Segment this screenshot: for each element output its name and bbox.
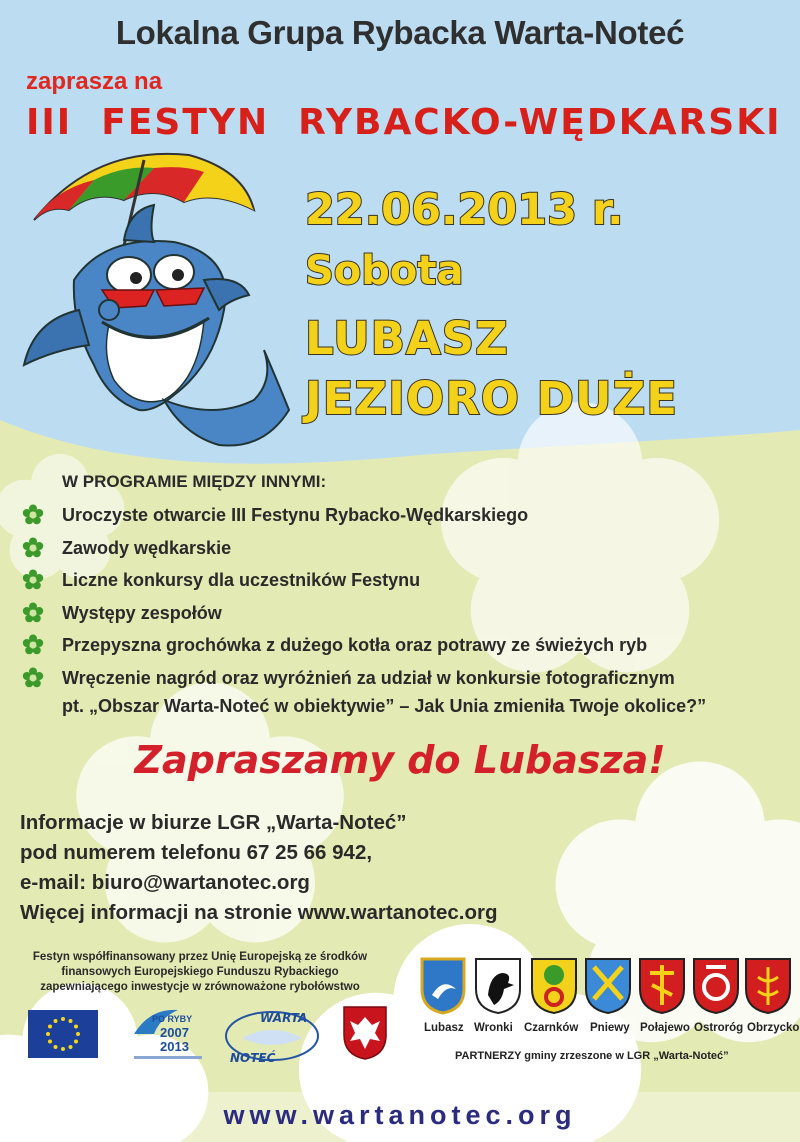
program-item-text: Wręczenie nagród oraz wyróżnień za udział w konkursie fotograficznym xyxy=(62,667,675,688)
funding-line: finansowych Europejskiego Funduszu Rybackiego xyxy=(61,966,339,978)
program-item xyxy=(20,630,790,663)
event-title: III FESTYN RYBACKO-WĘDKARSKI xyxy=(26,102,782,143)
flower-bullet-icon xyxy=(22,569,44,591)
po-ryby-logo xyxy=(130,1004,206,1064)
funding-line: Festyn współfinansowany przez Unię Europejską ze środków xyxy=(32,951,368,963)
partner-name: Ostroróg xyxy=(694,1022,744,1034)
partner-name: Obrzycko xyxy=(747,1022,800,1034)
flower-bullet-icon xyxy=(22,537,44,559)
contact-line-email: e-mail: biuro@wartanotec.org xyxy=(20,871,310,894)
organizer-title: Lokalna Grupa Rybacka Warta-Noteć xyxy=(115,14,685,51)
polajewo-crest xyxy=(640,959,684,1013)
flower-bullet-icon xyxy=(22,504,44,526)
event-place: LUBASZ xyxy=(305,312,509,365)
funding-note xyxy=(4,950,396,995)
ostrorog-crest xyxy=(694,959,738,1013)
partner-name: Lubasz xyxy=(424,1022,464,1034)
wielkopolska-eagle-crest xyxy=(342,1005,388,1061)
flower-bullet-icon xyxy=(22,602,44,624)
partner-name: Pniewy xyxy=(590,1022,630,1034)
program-item-text: Przepyszna grochówka z dużego kotła oraz potrawy ze świeżych ryb xyxy=(62,635,648,655)
wronki-crest xyxy=(476,959,520,1013)
po-ryby-year-start: 2007 xyxy=(160,1025,189,1040)
event-date: 22.06.2013 r. xyxy=(305,185,624,235)
invite-text: zaprasza na xyxy=(26,68,163,95)
czarnkow-crest xyxy=(532,959,576,1013)
funding-line: zapewniającego inwestycje w zrównoważone rybołówstwo xyxy=(40,981,360,993)
obrzycko-crest xyxy=(746,959,790,1013)
event-day: Sobota xyxy=(305,248,464,294)
partner-name: Wronki xyxy=(474,1022,513,1034)
contact-line-phone: pod numerem telefonu 67 25 66 942, xyxy=(20,841,373,864)
warta-label: WARTA xyxy=(260,1011,308,1025)
program-item-text: Występy zespołów xyxy=(62,602,222,623)
pniewy-crest xyxy=(586,959,630,1013)
program-item xyxy=(20,663,790,696)
contact-line-website: Więcej informacji na stronie www.wartanotec.org xyxy=(20,901,498,924)
program-item xyxy=(20,500,790,533)
partner-name: Czarnków xyxy=(524,1022,579,1034)
partner-crests xyxy=(418,955,798,1015)
shark-mascot-illustration xyxy=(14,150,304,460)
program-item-text: Liczne konkursy dla uczestników Festynu xyxy=(62,570,421,590)
program-item-text: Uroczyste otwarcie III Festynu Rybacko-Wędkarskiego xyxy=(62,505,529,525)
flower-bullet-icon xyxy=(22,634,44,656)
eu-flag-logo xyxy=(28,1010,98,1058)
notec-label: NOTEĆ xyxy=(230,1051,276,1065)
program-item-text: Zawody wędkarskie xyxy=(62,537,232,558)
event-lake: JEZIORO DUŻE xyxy=(305,372,678,425)
program-item-continuation: pt. „Obszar Warta-Noteć w obiektywie” – Jak Unia zmieniła Twoje okolice?” xyxy=(62,696,707,716)
program-list xyxy=(20,500,790,695)
flower-bullet-icon xyxy=(22,667,44,689)
partners-caption: PARTNERZY gminy zrzeszone w LGR „Warta-Noteć” xyxy=(455,1050,729,1062)
program-item xyxy=(20,598,790,631)
contact-info xyxy=(20,808,498,928)
closing-invitation: Zapraszamy do Lubasza! xyxy=(134,738,666,782)
po-ryby-label: PO RYBY xyxy=(152,1014,193,1024)
lubasz-crest xyxy=(422,959,464,1013)
po-ryby-year-end: 2013 xyxy=(160,1039,189,1054)
program-item xyxy=(20,565,790,598)
contact-line-office: Informacje w biurze LGR „Warta-Noteć” xyxy=(20,811,407,834)
program-item xyxy=(20,533,790,566)
warta-notec-logo xyxy=(222,1002,322,1068)
program-heading: W PROGRAMIE MIĘDZY INNYMI: xyxy=(62,472,327,491)
partner-name: Połajewo xyxy=(640,1022,690,1034)
footer-website[interactable]: www.wartanotec.org xyxy=(223,1100,577,1130)
